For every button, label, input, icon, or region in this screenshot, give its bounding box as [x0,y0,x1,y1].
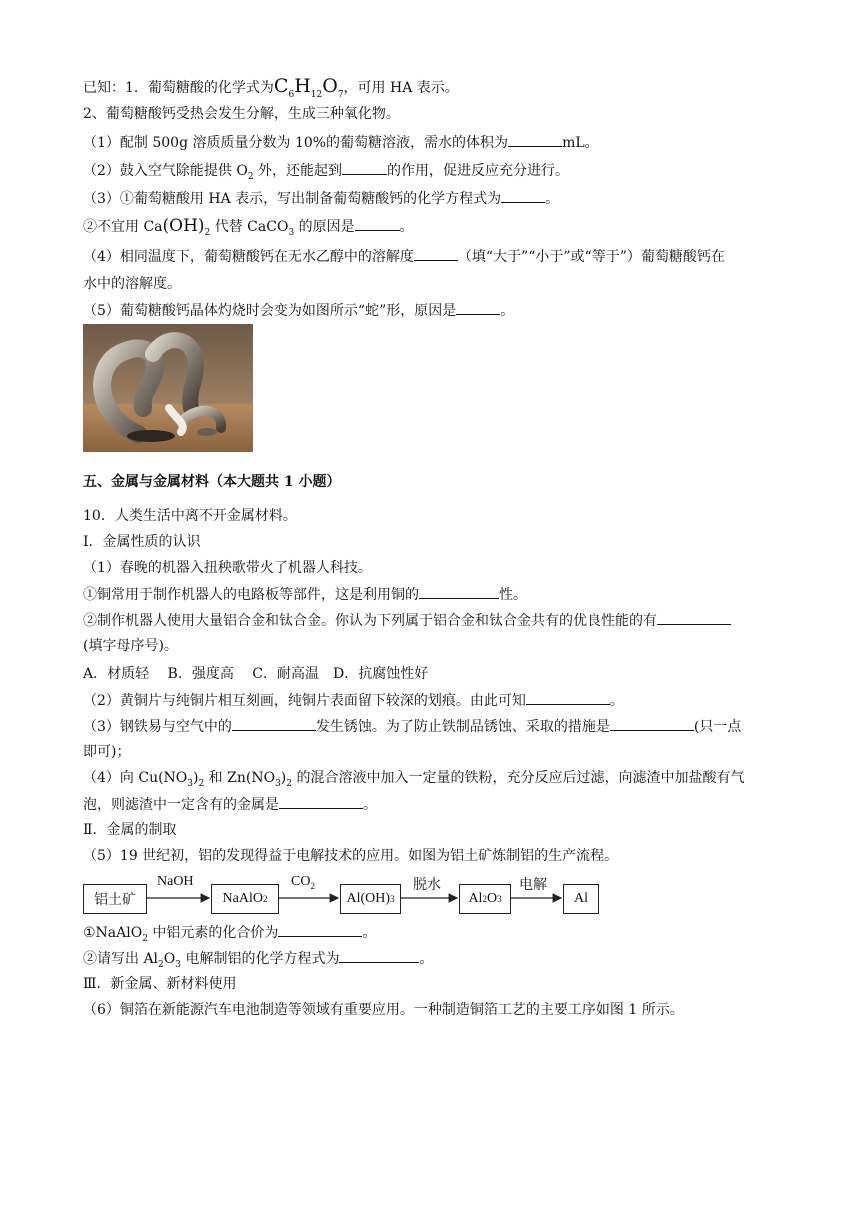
flow-label-naoh: NaOH [157,874,194,889]
question-1: （1）配制 500g 溶质质量分数为 10%的葡萄糖溶液，需水的体积为 mL。 [83,132,599,153]
flow-label-dehydration: 脱水 [413,878,441,893]
aluminum-production-flowchart [83,874,603,916]
answer-blank[interactable] [339,948,419,963]
subquestion-2: （2）黄铜片与纯铜片相互刻画，纯铜片表面留下较深的划痕。由此可知 。 [83,690,624,711]
question-2: （2）鼓入空气除能提供 $O_2$ 外，还能起到 的作用，促进反应充分进行。 [83,160,569,187]
snake-photo-illustration [83,324,253,452]
subquestion-4-cont: 泡，则滤渣中一定含有的金属是 。 [83,794,377,815]
answer-blank[interactable] [456,300,500,315]
question-5: （5）葡萄糖酸钙晶体灼烧时会变为如图所示“蛇”形，原因是 。 [83,300,514,321]
answer-blank[interactable] [342,160,387,175]
part-1-heading: Ⅰ．金属性质的认识 [83,534,201,550]
answer-blank[interactable] [414,246,458,261]
flow-label-electrolysis: 电解 [519,878,547,893]
flow-box-naalo2: NaAlO 2 [211,884,279,914]
answer-blank[interactable] [501,188,545,203]
answer-blank[interactable] [279,794,363,809]
subquestion-1b: ②制作机器人使用大量铝合金和钛合金。你认为下列属于铝合金和钛合金共有的优良性能的有 [83,610,731,631]
subquestion-1: （1）春晚的机器入扭秧歌带火了机器人科技。 [83,560,372,576]
subquestion-5a: ①NaAlO$_2$ 中铝元素的化合价为 。 [83,922,376,949]
answer-blank[interactable] [355,216,400,231]
subquestion-3: （3）钢铁易与空气中的 发生锈蚀。为了防止铁制品锈蚀、采取的措施是 (只一点 [83,716,741,737]
part-2-heading: Ⅱ．金属的制取 [83,822,177,838]
flow-label-co2: $CO_2$ [291,874,315,891]
answer-blank[interactable] [610,716,694,731]
answer-blank[interactable] [232,716,316,731]
subquestion-3-cont: 即可)； [83,744,131,760]
subquestion-5b: ②请写出 $Al_2O_3$ 电解制铝的化学方程式为 。 [83,948,433,975]
gluconic-acid-formula: $C_6H_{12}O_7$ [273,75,344,100]
answer-blank[interactable] [657,610,731,625]
calcium-gluconate-snake-photo [83,324,253,452]
flow-box-al2o3: Al 2 O 3 [459,884,511,914]
question-3b: ②不宜用 $Ca(OH)_2$ 代替 CaCO$_3$ 的原因是 。 [83,216,414,238]
part-3-heading: Ⅲ．新金属、新材料使用 [83,976,237,992]
known-line-1: 已知：1．葡萄糖酸的化学式为$C_6H_{12}O_7$，可用 HA 表示。 [83,75,459,100]
flow-box-al: Al [563,884,599,914]
known-line-2: 2、葡萄糖酸钙受热会发生分解，生成三种氧化物。 [83,106,400,122]
question-3a: （3）①葡萄糖酸用 HA 表示，写出制备葡萄糖酸钙的化学方程式为 。 [83,188,559,209]
question-10-intro: 10．人类生活中离不开金属材料。 [83,508,297,524]
subquestion-5: （5）19 世纪初，铝的发现得益于电解技术的应用。如图为铝土矿炼制铝的生产流程。 [83,848,619,864]
question-4-line-2: 水中的溶解度。 [83,276,181,292]
subquestion-4: （4）向 $Cu(NO_3)_2$ 和 $Zn(NO_3)_2$ 的混合溶液中加入一定量的铁粉，充分反应后过滤，向滤渣中加盐酸有气 [83,770,745,789]
section-5-heading: 五、金属与金属材料（本大题共 1 小题） [83,474,341,490]
subquestion-1a: ①铜常用于制作机器人的电路板等部件，这是利用铜的 性。 [83,584,527,605]
subquestion-6: （6）铜箔在新能源汽车电池制造等领域有重要应用。一种制造铜箔工艺的主要工序如图 1 所示。 [83,1002,684,1018]
flow-box-bauxite: 铝土矿 [83,884,147,914]
options-line: A．材质轻 B．强度高 C．耐高温 D．抗腐蚀性好 [83,666,429,682]
answer-blank[interactable] [508,132,562,147]
answer-blank[interactable] [278,922,362,937]
subquestion-1b-cont: (填字母序号)。 [83,638,178,654]
question-4-line-1: （4）相同温度下，葡萄糖酸钙在无水乙醇中的溶解度 （填“大于”“小于”或“等于”）葡萄糖酸钙在 [83,246,725,267]
flow-box-aloh3: Al(OH) 3 [340,884,401,914]
answer-blank[interactable] [526,690,610,705]
answer-blank[interactable] [419,584,499,599]
